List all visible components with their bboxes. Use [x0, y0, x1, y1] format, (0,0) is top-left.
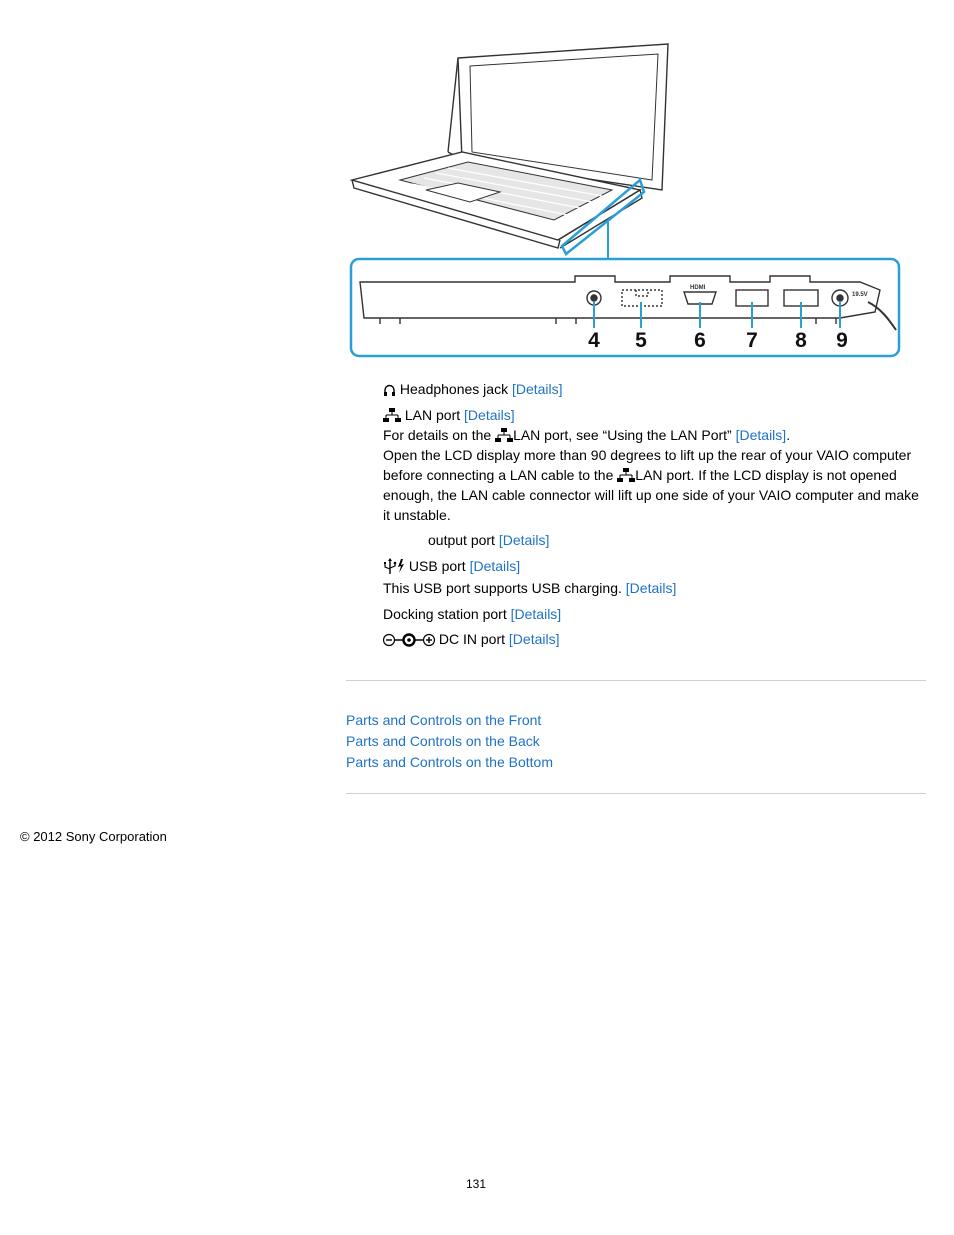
usb-charging-details-link[interactable]: [Details] [625, 580, 677, 596]
lan-para-text-2: before connecting a LAN cable to the [383, 467, 614, 483]
hdmi-output-port-details-link[interactable]: [Details] [498, 532, 550, 548]
lan-para-line-4: enough, the LAN cable connector will lift up one side of your VAIO computer and make [383, 487, 919, 503]
lan-para-line-2 [383, 465, 931, 485]
laptop-side-ports-illustration [340, 40, 910, 362]
usb-charge-icon [383, 558, 405, 574]
hdmi-output-port-label: output port [428, 532, 495, 548]
callout-8: 8 [795, 329, 807, 352]
related-link-bottom[interactable]: Parts and Controls on the Bottom [346, 754, 553, 770]
divider-top [346, 680, 926, 681]
lan-note-end: . [786, 427, 791, 443]
callout-7: 7 [746, 329, 758, 352]
using-lan-port-details-link[interactable]: [Details] [735, 427, 787, 443]
related-link-front[interactable]: Parts and Controls on the Front [346, 712, 542, 728]
lan-note-line [383, 425, 931, 445]
callout-6: 6 [694, 329, 706, 352]
callout-5: 5 [635, 329, 647, 352]
dc-in-port-details-link[interactable]: [Details] [508, 631, 560, 647]
lan-note-text-2: LAN port, see “Using the LAN Port” [513, 427, 732, 443]
headphones-icon [383, 383, 396, 397]
lan-port-notes [383, 425, 931, 525]
lan-icon [383, 408, 401, 423]
lan-icon [617, 468, 635, 483]
callout-4: 4 [588, 329, 600, 352]
part-docking-station-port [383, 604, 561, 624]
part-dc-in-port [383, 629, 559, 649]
laptop-drawing [352, 44, 668, 258]
lan-port-label: LAN port [404, 407, 461, 423]
lan-icon [495, 428, 513, 443]
part-hdmi-output-port [428, 530, 549, 550]
part-usb-port [383, 556, 520, 576]
lan-port-details-link[interactable]: [Details] [464, 407, 515, 423]
lan-note-text: For details on the [383, 427, 492, 443]
docking-station-port-label: Docking station port [383, 606, 507, 622]
usb-port-details-link[interactable]: [Details] [469, 558, 521, 574]
dc-in-voltage-label: 19.5V [852, 292, 868, 298]
hdmi-port-label: HDMI [690, 285, 706, 291]
headphones-jack-label: Headphones jack [399, 381, 509, 397]
lan-para-line-1: Open the LCD display more than 90 degrees to lift up the rear of your VAIO computer [383, 447, 912, 463]
headphones-jack-details-link[interactable]: [Details] [511, 381, 563, 397]
usb-charging-note-text: This USB port supports USB charging. [383, 580, 622, 596]
divider-bottom [346, 793, 926, 794]
page-number: 131 [466, 1177, 487, 1191]
part-lan-port [383, 405, 515, 425]
usb-charging-note [383, 578, 676, 598]
lan-para-text-3: LAN port. If the LCD display is not opened [635, 467, 897, 483]
dc-in-icon [383, 633, 435, 647]
related-link-back[interactable]: Parts and Controls on the Back [346, 733, 540, 749]
docking-station-port-details-link[interactable]: [Details] [510, 606, 562, 622]
copyright: © 2012 Sony Corporation [20, 829, 167, 844]
usb-port-label: USB port [408, 558, 466, 574]
lan-para-line-5: it unstable. [383, 507, 451, 523]
part-headphones-jack [383, 379, 563, 399]
dc-in-port-label: DC IN port [438, 631, 506, 647]
callout-9: 9 [836, 329, 848, 352]
